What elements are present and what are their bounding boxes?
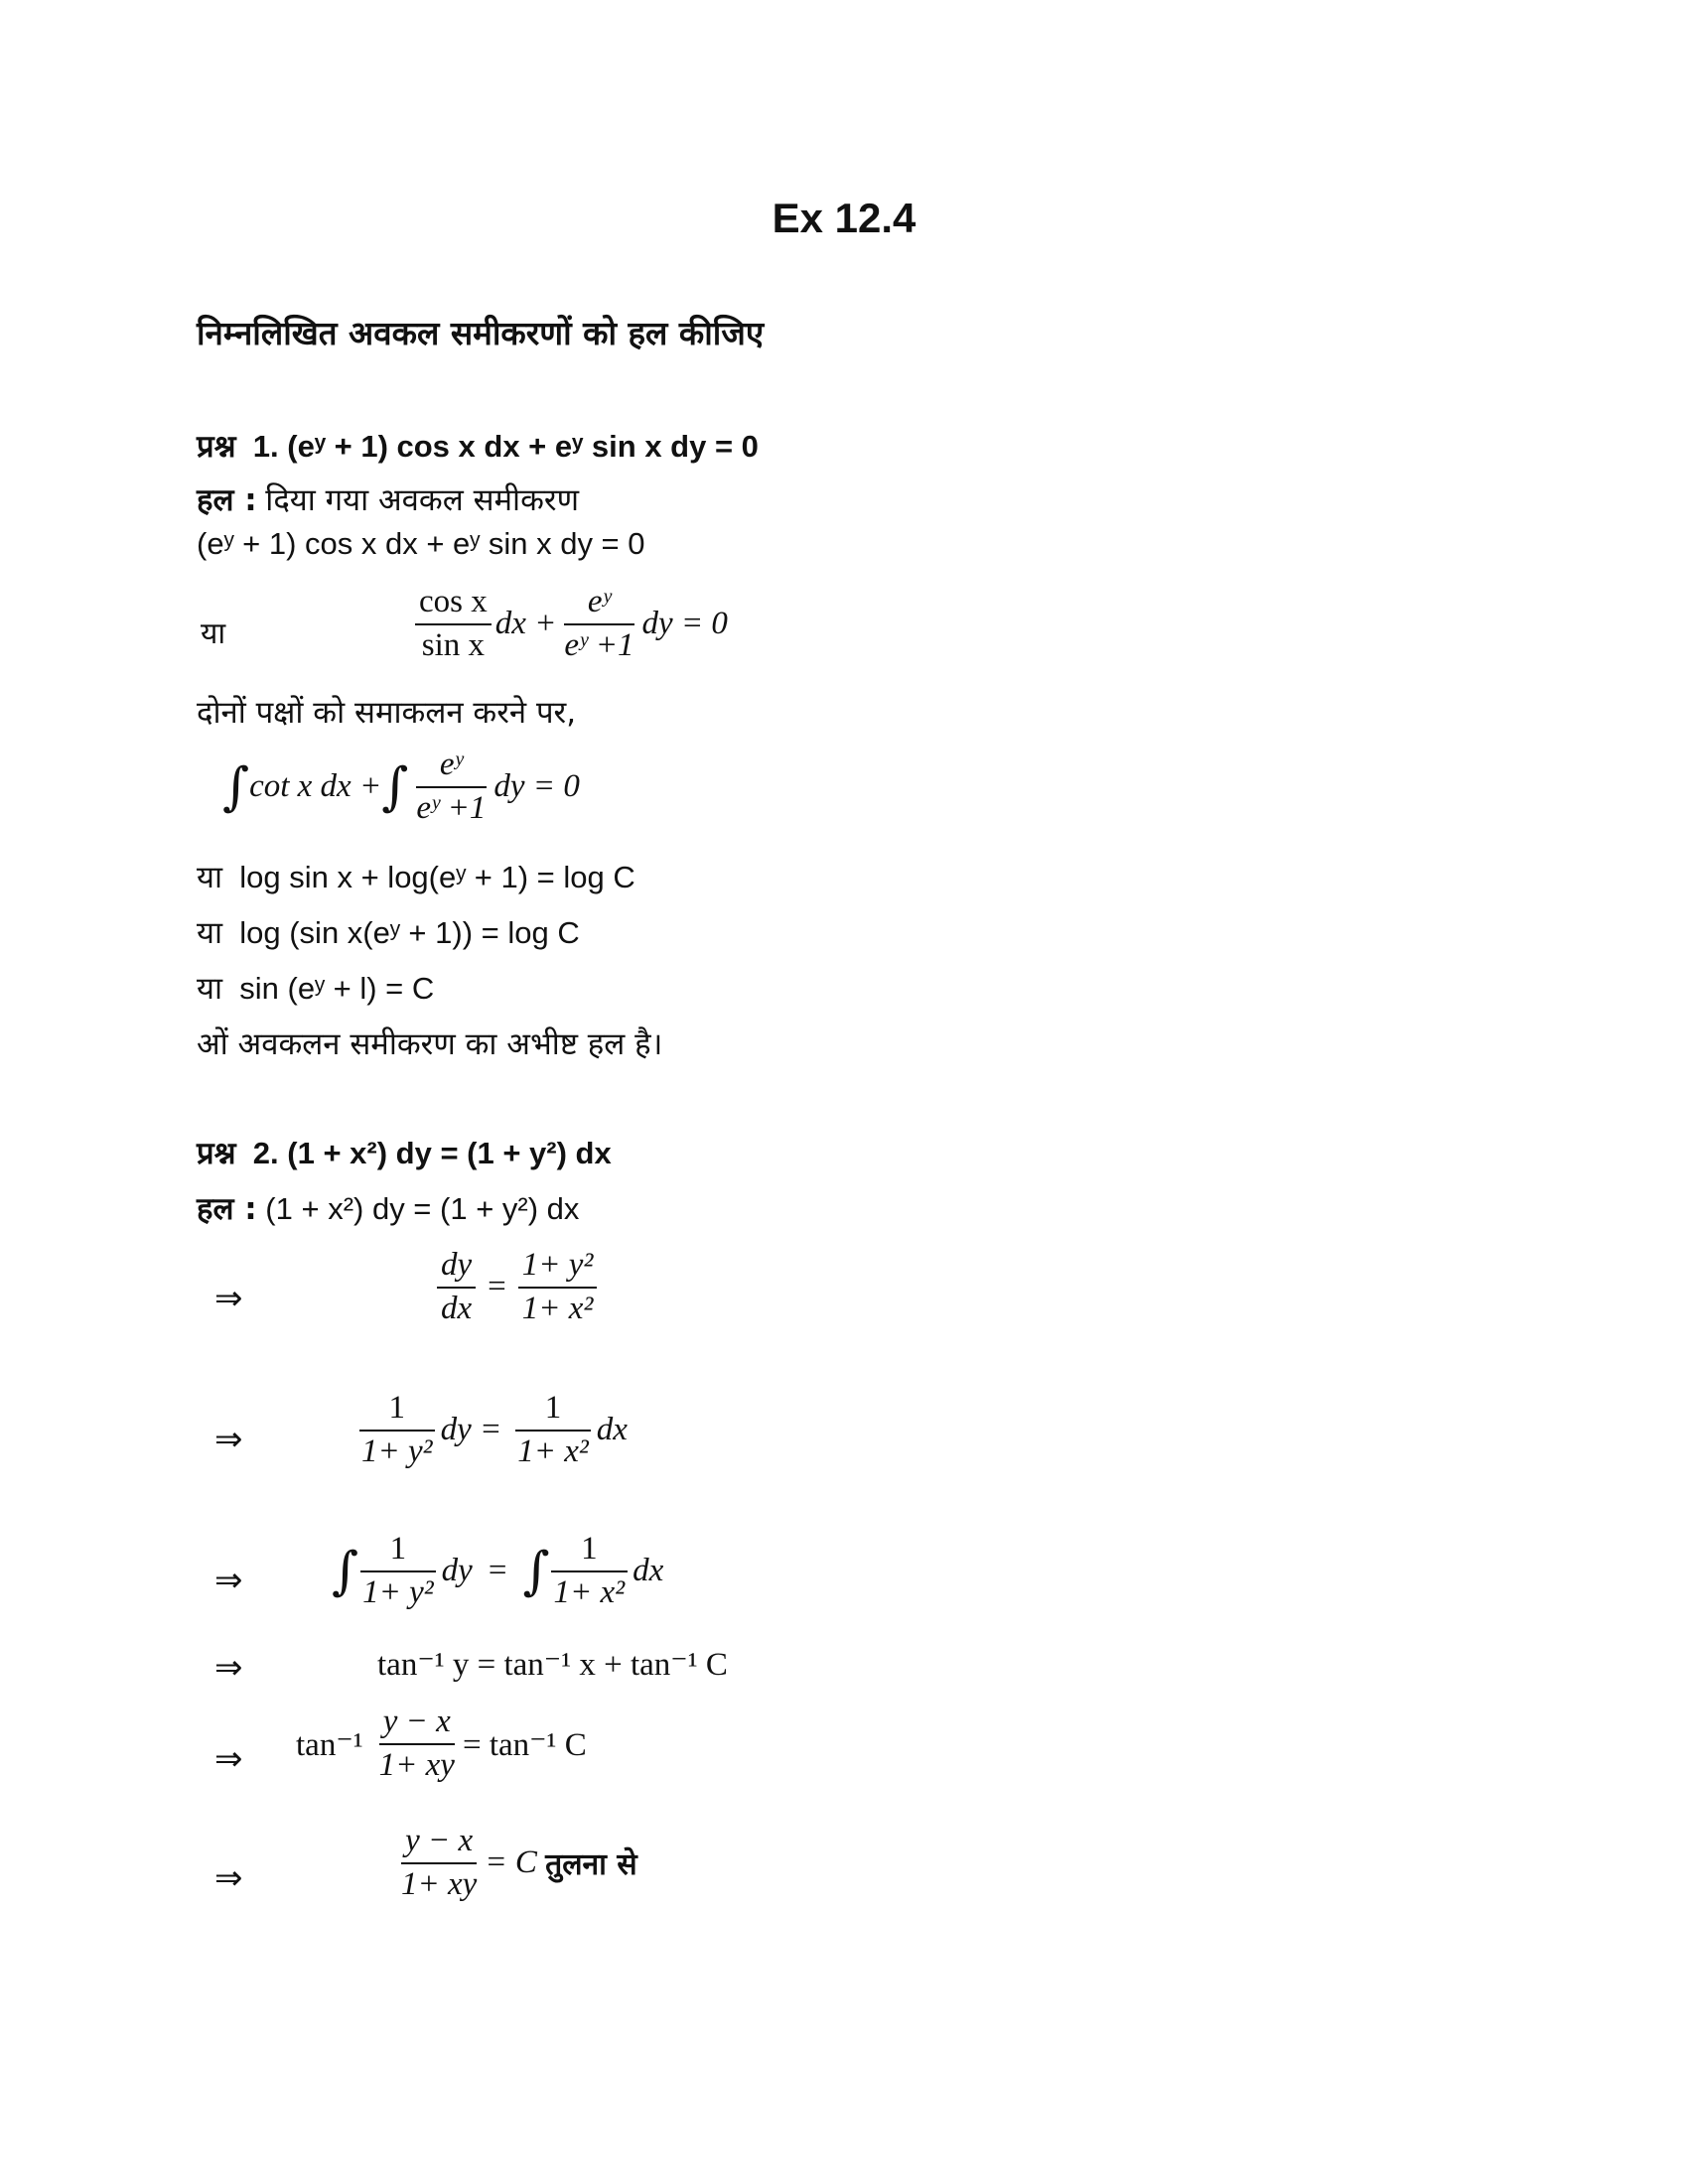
implies-arrow-icon: ⇒	[214, 1648, 243, 1688]
question-label: प्रश्न	[197, 1136, 236, 1171]
fraction	[412, 747, 490, 828]
integral-sign-icon: ∫	[522, 1541, 550, 1601]
expr-part: dx	[596, 1412, 628, 1448]
question-label: प्रश्न	[197, 429, 236, 465]
denominator: eʸ +1	[416, 789, 487, 826]
numerator: y − x	[401, 1823, 477, 1864]
denominator: 1+ y²	[362, 1573, 434, 1610]
denominator: eʸ +1	[564, 626, 634, 663]
integral-sign-icon: ∫	[222, 756, 250, 817]
q1-step-5	[197, 967, 434, 1009]
page-title	[0, 195, 1688, 242]
expr-part: dx +	[494, 606, 557, 642]
denominator: 1+ xy	[401, 1865, 478, 1902]
instruction-heading: निम्नलिखित अवकल समीकरणों को हल कीजिए	[197, 314, 765, 352]
question-1	[197, 425, 759, 467]
fraction	[357, 1390, 437, 1471]
solution-2-equation: (1 + x²) dy = (1 + y²) dx	[265, 1191, 580, 1226]
question-2	[197, 1132, 612, 1173]
expr-part: dy	[441, 1553, 473, 1589]
numerator: eʸ	[416, 747, 487, 788]
expr-part: = C	[485, 1844, 537, 1881]
step-expression: log (sin x(eʸ + 1)) = log C	[239, 915, 580, 950]
q2-step6-equation	[393, 1823, 637, 1904]
question-2-equation: 2. (1 + x²) dy = (1 + y²) dx	[252, 1136, 612, 1170]
fraction	[415, 584, 492, 665]
ya-prefix: या	[197, 971, 223, 1007]
numerator: 1	[551, 1531, 628, 1572]
numerator: 1+ y²	[518, 1247, 598, 1289]
comparison-note: तुलना से	[545, 1847, 637, 1883]
denominator: dx	[441, 1290, 473, 1326]
q1-step2-equation	[222, 747, 580, 828]
numerator: dy	[437, 1247, 476, 1289]
solution-label: हल :	[197, 482, 257, 518]
expr-part: dy = 0	[641, 606, 728, 642]
step-expression: log sin x + log(eʸ + 1) = log C	[239, 860, 635, 894]
ya-prefix: या	[197, 915, 223, 951]
q1-conclusion: ओं अवकलन समीकरण का अभीष्ट हल है।	[197, 1026, 663, 1062]
denominator: sin x	[421, 626, 485, 663]
denominator: 1+ x²	[521, 1290, 594, 1326]
fraction	[358, 1531, 438, 1612]
implies-arrow-icon: ⇒	[214, 1279, 243, 1318]
expr-part: = tan⁻¹ C	[462, 1726, 587, 1763]
denominator: 1+ x²	[517, 1433, 589, 1469]
expr-part: dx	[633, 1553, 664, 1589]
implies-arrow-icon: ⇒	[214, 1420, 243, 1459]
integral-sign-icon: ∫	[332, 1541, 359, 1601]
denominator: 1+ y²	[361, 1433, 433, 1469]
numerator: eʸ	[564, 584, 634, 625]
numerator: 1	[359, 1390, 436, 1432]
fraction	[437, 1247, 476, 1328]
fraction	[550, 1531, 630, 1612]
ya-prefix: या	[197, 860, 223, 895]
integrate-text: दोनों पक्षों को समाकलन करने पर,	[197, 695, 577, 731]
step-expression: sin (eʸ + l) = C	[239, 971, 435, 1006]
q2-step2-equation	[353, 1390, 628, 1471]
numerator: 1	[515, 1390, 592, 1432]
equals-sign: =	[488, 1269, 506, 1305]
q1-step-4	[197, 911, 580, 953]
solution-label: हल :	[197, 1191, 257, 1227]
implies-arrow-icon: ⇒	[214, 1858, 243, 1898]
denominator: 1+ xy	[378, 1746, 455, 1783]
fraction	[518, 1247, 598, 1328]
numerator: cos x	[415, 584, 492, 625]
fraction	[375, 1704, 459, 1785]
expr-part: cot x dx +	[249, 768, 382, 805]
q1-step1-equation	[411, 584, 728, 665]
fraction	[560, 584, 637, 665]
q2-step5-equation	[296, 1704, 587, 1785]
solution-1-intro	[197, 478, 579, 520]
expr-part: tan⁻¹	[296, 1726, 363, 1763]
question-1-equation: 1. (eʸ + 1) cos x dx + eʸ sin x dy = 0	[252, 429, 759, 464]
fraction	[513, 1390, 593, 1471]
implies-arrow-icon: ⇒	[214, 1561, 243, 1600]
given-equation: (eʸ + 1) cos x dx + eʸ sin x dy = 0	[197, 526, 645, 561]
ya-prefix: या	[201, 616, 226, 651]
q2-step4-equation: tan⁻¹ y = tan⁻¹ x + tan⁻¹ C	[377, 1647, 728, 1683]
expr-part: dy =	[440, 1412, 502, 1448]
expr-part: dy = 0	[493, 768, 580, 805]
q2-step1-equation	[433, 1247, 601, 1328]
solution-2-intro	[197, 1187, 579, 1229]
integral-sign-icon: ∫	[381, 756, 409, 817]
q1-step-3	[197, 856, 635, 897]
fraction	[397, 1823, 481, 1904]
solution-intro-text: दिया गया अवकल समीकरण	[265, 482, 579, 518]
equals-sign: =	[488, 1553, 507, 1589]
implies-arrow-icon: ⇒	[214, 1739, 243, 1779]
denominator: 1+ x²	[553, 1573, 626, 1610]
numerator: y − x	[379, 1704, 455, 1745]
numerator: 1	[360, 1531, 437, 1572]
title-text: Ex 12.4	[772, 195, 916, 241]
q2-step3-equation	[332, 1531, 663, 1612]
